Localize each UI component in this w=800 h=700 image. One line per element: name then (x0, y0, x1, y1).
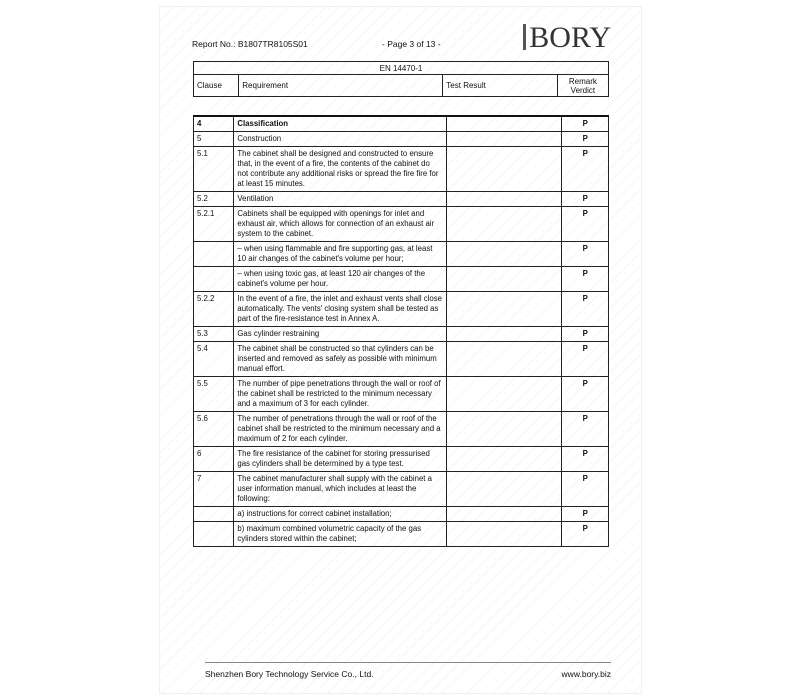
verdict-cell: P (562, 342, 609, 377)
verdict-cell: P (562, 522, 609, 547)
requirement-cell: Construction (234, 132, 446, 147)
requirement-cell: b) maximum combined volumetric capacity of the gas cylinders stored within the cabinet; (234, 522, 446, 547)
column-header-clause: Clause (194, 75, 239, 97)
requirement-cell: In the event of a fire, the inlet and exhaust vents shall close automatically. The vents' closing system shall be tested as part of the fire-resistance test in Annex A. (234, 292, 446, 327)
clause-cell: 5.2 (194, 192, 234, 207)
test-result-cell (446, 342, 562, 377)
requirement-cell: Cabinets shall be equipped with openings for inlet and exhaust air, which allows for connection of an exhaust air system to the cabinet. (234, 207, 446, 242)
logo-bar (523, 24, 526, 50)
test-result-cell (446, 292, 562, 327)
requirement-cell: Ventilation (234, 192, 446, 207)
verdict-cell: P (562, 377, 609, 412)
verdict-cell: P (562, 447, 609, 472)
column-header-test-result: Test Result (443, 75, 558, 97)
logo-text: BORY (529, 21, 611, 54)
clause-cell: 4 (194, 116, 234, 132)
requirements-body (194, 116, 609, 547)
clause-cell: 7 (194, 472, 234, 507)
test-result-cell (446, 132, 562, 147)
test-result-cell (446, 192, 562, 207)
page-indicator: - Page 3 of 13 - (382, 39, 441, 49)
table-row (194, 267, 609, 292)
column-header-requirement: Requirement (239, 75, 443, 97)
table-row (194, 292, 609, 327)
table-row (194, 412, 609, 447)
table-row (194, 207, 609, 242)
test-result-cell (446, 207, 562, 242)
table-row (194, 147, 609, 192)
clause-cell (194, 522, 234, 547)
page-footer (205, 662, 611, 679)
footer-company: Shenzhen Bory Technology Service Co., Ltd. (205, 669, 374, 679)
table-row (194, 472, 609, 507)
report-number: Report No.: B1807TR8105S01 (192, 39, 308, 49)
verdict-cell: P (562, 507, 609, 522)
requirement-cell: Gas cylinder restraining (234, 327, 446, 342)
table-row (194, 447, 609, 472)
requirement-cell: The cabinet shall be constructed so that cylinders can be inserted and removed as safely as possible with minimum manual effort. (234, 342, 446, 377)
clause-cell: 5.3 (194, 327, 234, 342)
clause-cell: 5.1 (194, 147, 234, 192)
verdict-cell: P (562, 327, 609, 342)
verdict-cell: P (562, 147, 609, 192)
verdict-cell: P (562, 412, 609, 447)
requirement-cell: – when using toxic gas, at least 120 air changes of the cabinet's volume per hour. (234, 267, 446, 292)
requirement-cell: The cabinet shall be designed and constructed to ensure that, in the event of a fire, the contents of the cabinet do not contribute any additional risks or spread the fire fire for at least 15 minutes. (234, 147, 446, 192)
test-result-cell (446, 472, 562, 507)
test-result-cell (446, 377, 562, 412)
table-row (194, 192, 609, 207)
table-row (194, 522, 609, 547)
verdict-cell: P (562, 267, 609, 292)
table-row (194, 242, 609, 267)
test-result-cell (446, 116, 562, 132)
requirement-cell: The number of pipe penetrations through the wall or roof of the cabinet shall be restricted to the minimum necessary and a maximum of 3 for each cylinder. (234, 377, 446, 412)
table-row (194, 327, 609, 342)
table-row (194, 507, 609, 522)
table-row (194, 116, 609, 132)
clause-cell: 6 (194, 447, 234, 472)
requirements-table (193, 115, 609, 547)
verdict-cell: P (562, 242, 609, 267)
clause-cell: 5.6 (194, 412, 234, 447)
test-result-cell (446, 242, 562, 267)
footer-website: www.bory.biz (561, 669, 611, 679)
report-page (160, 7, 641, 693)
requirement-cell: Classification (234, 116, 446, 132)
clause-cell (194, 267, 234, 292)
requirement-cell: a) instructions for correct cabinet installation; (234, 507, 446, 522)
standard-title: EN 14470-1 (194, 62, 609, 75)
clause-cell: 5.5 (194, 377, 234, 412)
clause-cell: 5.2.1 (194, 207, 234, 242)
test-result-cell (446, 267, 562, 292)
test-result-cell (446, 447, 562, 472)
requirement-cell: The fire resistance of the cabinet for storing pressurised gas cylinders shall be determined by a type test. (234, 447, 446, 472)
clause-cell (194, 242, 234, 267)
test-result-cell (446, 327, 562, 342)
test-result-cell (446, 412, 562, 447)
verdict-cell: P (562, 292, 609, 327)
page-header (192, 21, 611, 57)
verdict-cell: P (562, 207, 609, 242)
clause-cell: 5 (194, 132, 234, 147)
verdict-cell: P (562, 132, 609, 147)
verdict-cell: P (562, 116, 609, 132)
verdict-cell: P (562, 472, 609, 507)
test-result-cell (446, 147, 562, 192)
standard-header-table (193, 61, 609, 97)
test-result-cell (446, 507, 562, 522)
table-row (194, 377, 609, 412)
column-header-verdict: Remark Verdict (557, 75, 608, 97)
clause-cell: 5.2.2 (194, 292, 234, 327)
requirement-cell: The number of penetrations through the wall or roof of the cabinet shall be restricted to the minimum necessary and a maximum of 2 for each cylinder. (234, 412, 446, 447)
requirement-cell: The cabinet manufacturer shall supply with the cabinet a user information manual, which includes at least the following: (234, 472, 446, 507)
table-row (194, 132, 609, 147)
requirement-cell: – when using flammable and fire supporting gas, at least 10 air changes of the cabinet's volume per hour; (234, 242, 446, 267)
verdict-cell: P (562, 192, 609, 207)
clause-cell: 5.4 (194, 342, 234, 377)
table-row (194, 342, 609, 377)
bory-logo (523, 21, 611, 55)
test-result-cell (446, 522, 562, 547)
clause-cell (194, 507, 234, 522)
